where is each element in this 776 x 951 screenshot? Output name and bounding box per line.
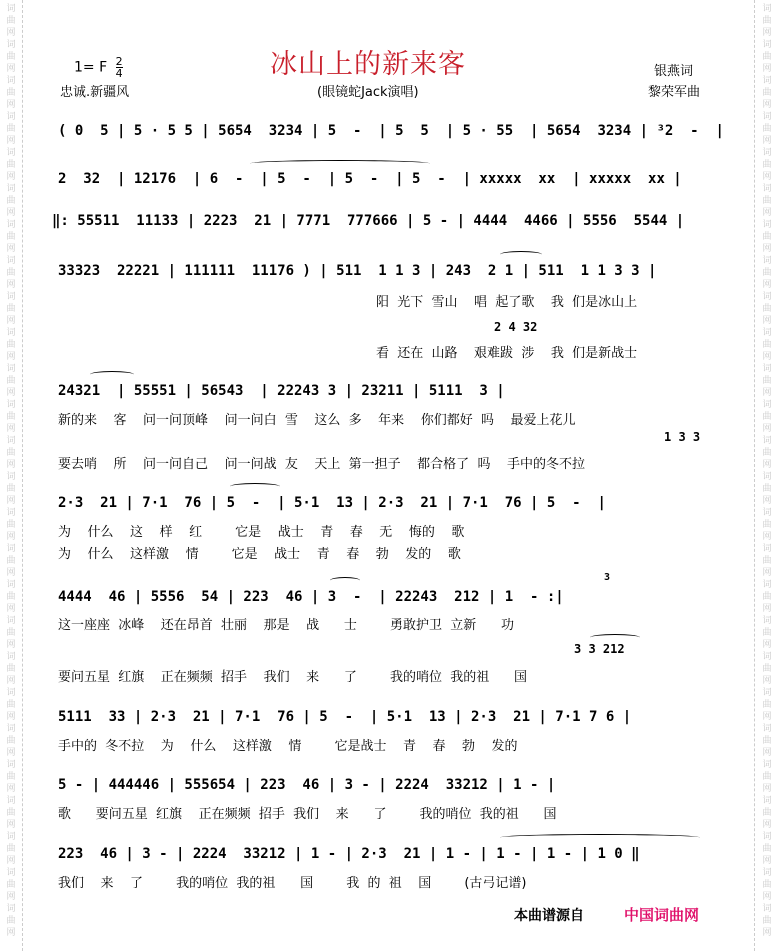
watermark-glyph: 网 — [6, 352, 16, 362]
watermark-glyph: 网 — [762, 460, 772, 470]
watermark-glyph: 曲 — [6, 484, 16, 494]
watermark-glyph: 词 — [6, 580, 16, 590]
singer-credit: (眼镜蛇Jack演唱) — [317, 85, 419, 100]
watermark-glyph: 曲 — [6, 664, 16, 674]
watermark-glyph: 词 — [6, 436, 16, 446]
watermark-glyph: 网 — [6, 568, 16, 578]
watermark-glyph: 词 — [762, 112, 772, 122]
watermark-glyph: 词 — [762, 400, 772, 410]
watermark-glyph: 网 — [762, 568, 772, 578]
watermark-glyph: 曲 — [762, 772, 772, 782]
watermark-glyph: 曲 — [762, 52, 772, 62]
watermark-glyph: 词 — [6, 688, 16, 698]
watermark-glyph: 曲 — [762, 124, 772, 134]
watermark-glyph: 词 — [762, 688, 772, 698]
time-signature — [116, 56, 123, 79]
watermark-glyph: 词 — [762, 220, 772, 230]
page-title: 冰山上的新来客 — [270, 49, 466, 80]
key-label: 1= F — [74, 59, 108, 76]
watermark-glyph: 曲 — [6, 304, 16, 314]
watermark-glyph: 词 — [6, 508, 16, 518]
notation-row: 5 - | 444446 | 555654 | 223 46 | 3 - | 2224 33212 | 1 - | — [58, 777, 556, 793]
watermark-glyph: 网 — [6, 136, 16, 146]
watermark-glyph: 网 — [762, 280, 772, 290]
notation-row: ( 0 5 | 5 · 5 5 | 5654 3234 | 5 - | 5 5 | 5 · 55 | 5654 3234 | ³2 - | — [58, 123, 724, 139]
watermark-glyph: 词 — [6, 544, 16, 554]
watermark-glyph: 曲 — [762, 88, 772, 98]
watermark-glyph: 网 — [762, 28, 772, 38]
annotation-notes: 3 3 212 — [574, 642, 625, 656]
watermark-glyph: 曲 — [6, 808, 16, 818]
watermark-glyph: 词 — [6, 292, 16, 302]
watermark-glyph: 网 — [762, 712, 772, 722]
watermark-glyph: 词 — [762, 724, 772, 734]
watermark-glyph: 曲 — [6, 124, 16, 134]
watermark-glyph: 曲 — [6, 736, 16, 746]
slur — [500, 834, 700, 841]
watermark-glyph: 词 — [6, 220, 16, 230]
watermark-glyph: 网 — [6, 496, 16, 506]
lyric-line: 阳 光下 雪山 唱 起了歌 我 们是冰山上 — [376, 295, 638, 310]
slur — [230, 483, 280, 490]
watermark-glyph: 词 — [6, 256, 16, 266]
lyric-line: 为 什么 这 样 红 它是 战士 青 春 无 悔的 歌 — [58, 525, 465, 540]
watermark-glyph: 词 — [762, 796, 772, 806]
watermark-glyph: 词 — [6, 832, 16, 842]
watermark-glyph: 词 — [762, 868, 772, 878]
notation-row: 2·3 21 | 7·1 76 | 5 - | 5·1 13 | 2·3 21 | 7·1 76 | 5 - | — [58, 495, 606, 511]
watermark-glyph: 网 — [6, 748, 16, 758]
watermark-glyph: 曲 — [6, 916, 16, 926]
watermark-glyph: 网 — [6, 64, 16, 74]
slur — [590, 634, 640, 641]
watermark-glyph: 曲 — [6, 16, 16, 26]
watermark-glyph: 网 — [6, 784, 16, 794]
slur — [90, 371, 134, 378]
watermark-glyph: 曲 — [6, 376, 16, 386]
watermark-glyph: 词 — [762, 4, 772, 14]
watermark-glyph: 曲 — [6, 880, 16, 890]
watermark-glyph: 曲 — [762, 196, 772, 206]
watermark-glyph: 曲 — [762, 484, 772, 494]
watermark-glyph: 曲 — [6, 556, 16, 566]
watermark-glyph: 词 — [762, 148, 772, 158]
notation-row: 5111 33 | 2·3 21 | 7·1 76 | 5 - | 5·1 13 | 2·3 21 | 7·1 7 6 | — [58, 709, 632, 725]
watermark-glyph: 网 — [6, 892, 16, 902]
watermark-glyph: 网 — [6, 280, 16, 290]
notation-row: ‖: 55511 11133 | 2223 21 | 7771 777666 | 5 - | 4444 4466 | 5556 5544 | — [52, 213, 685, 229]
slur — [250, 160, 430, 167]
watermark-glyph: 网 — [762, 64, 772, 74]
watermark-glyph: 词 — [762, 472, 772, 482]
watermark-glyph: 网 — [6, 460, 16, 470]
watermark-glyph: 曲 — [762, 628, 772, 638]
watermark-glyph: 网 — [6, 244, 16, 254]
watermark-glyph: 曲 — [762, 916, 772, 926]
lyricist-credit: 银燕词 — [654, 64, 694, 79]
watermark-glyph: 词 — [6, 472, 16, 482]
watermark-glyph: 曲 — [762, 736, 772, 746]
lyric-line: 手中的 冬不拉 为 什么 这样激 情 它是战士 青 春 勃 发的 — [58, 739, 518, 754]
watermark-glyph: 网 — [762, 604, 772, 614]
watermark-glyph: 网 — [6, 28, 16, 38]
lyric-line: 这一座座 冰峰 还在昂首 壮丽 那是 战 士 勇敢护卫 立新 功 — [58, 618, 515, 633]
watermark-glyph: 网 — [762, 640, 772, 650]
watermark-glyph: 网 — [6, 424, 16, 434]
watermark-glyph: 词 — [762, 256, 772, 266]
watermark-glyph: 词 — [6, 616, 16, 626]
watermark-glyph: 网 — [6, 100, 16, 110]
time-bottom: 4 — [115, 67, 123, 80]
watermark-glyph: 曲 — [6, 772, 16, 782]
watermark-glyph: 词 — [6, 796, 16, 806]
annotation-notes: 2 4 32 — [494, 320, 538, 334]
watermark-glyph: 曲 — [6, 160, 16, 170]
watermark-glyph: 网 — [762, 820, 772, 830]
watermark-glyph: 曲 — [6, 448, 16, 458]
watermark-glyph: 词 — [6, 112, 16, 122]
lyric-line: 我们 来 了 我的哨位 我的祖 国 我 的 祖 国 (古弓记谱) — [58, 876, 527, 891]
watermark-glyph: 曲 — [762, 520, 772, 530]
watermark-glyph: 曲 — [762, 232, 772, 242]
watermark-glyph: 网 — [6, 928, 16, 938]
watermark-glyph: 曲 — [762, 340, 772, 350]
watermark-glyph: 词 — [762, 652, 772, 662]
watermark-glyph: 词 — [6, 364, 16, 374]
watermark-glyph: 网 — [762, 532, 772, 542]
watermark-glyph: 曲 — [6, 52, 16, 62]
watermark-glyph: 网 — [6, 676, 16, 686]
watermark-glyph: 曲 — [762, 880, 772, 890]
watermark-glyph: 网 — [762, 496, 772, 506]
source-label: 本曲谱源自 — [514, 908, 584, 924]
watermark-glyph: 曲 — [762, 592, 772, 602]
watermark-glyph: 曲 — [762, 844, 772, 854]
notation-row: 4444 46 | 5556 54 | 223 46 | 3 - | 22243 212 | 1 - :| — [58, 589, 564, 605]
notation-row: 33323 22221 | 111111 11176 ) | 511 1 1 3 | 243 2 1 | 511 1 1 3 3 | — [58, 263, 657, 279]
lyric-line: 歌 要问五星 红旗 正在频频 招手 我们 来 了 我的哨位 我的祖 国 — [58, 807, 557, 822]
watermark-glyph: 曲 — [6, 628, 16, 638]
watermark-glyph: 词 — [762, 436, 772, 446]
watermark-glyph: 网 — [762, 352, 772, 362]
watermark-glyph: 网 — [6, 316, 16, 326]
slur — [500, 251, 542, 258]
watermark-glyph: 词 — [762, 760, 772, 770]
watermark-glyph: 曲 — [6, 232, 16, 242]
watermark-glyph: 曲 — [762, 556, 772, 566]
lyric-line: 要去哨 所 问一问自己 问一问战 友 天上 第一担子 都合格了 吗 手中的冬不拉 — [58, 457, 585, 472]
watermark-glyph: 网 — [762, 388, 772, 398]
watermark-glyph: 词 — [762, 544, 772, 554]
watermark-glyph: 网 — [6, 388, 16, 398]
watermark-glyph: 网 — [762, 208, 772, 218]
watermark-glyph: 网 — [762, 748, 772, 758]
watermark-glyph: 网 — [6, 532, 16, 542]
watermark-glyph: 词 — [762, 580, 772, 590]
watermark-glyph: 曲 — [6, 700, 16, 710]
watermark-glyph: 曲 — [6, 340, 16, 350]
slur — [330, 577, 360, 584]
watermark-glyph: 词 — [6, 40, 16, 50]
watermark-glyph: 曲 — [762, 700, 772, 710]
composer-credit: 黎荣军曲 — [648, 85, 701, 100]
watermark-glyph: 曲 — [762, 412, 772, 422]
lyric-line: 要问五星 红旗 正在频频 招手 我们 来 了 我的哨位 我的祖 国 — [58, 670, 528, 685]
key-signature — [74, 56, 123, 79]
watermark-glyph: 网 — [762, 316, 772, 326]
watermark-glyph: 网 — [6, 820, 16, 830]
watermark-glyph: 网 — [6, 208, 16, 218]
watermark-glyph: 网 — [6, 640, 16, 650]
style-marking: 忠诚.新疆风 — [60, 85, 130, 100]
lyric-line: 看 还在 山路 艰难跋 涉 我 们是新战士 — [376, 346, 638, 361]
watermark-glyph: 曲 — [6, 88, 16, 98]
watermark-glyph: 词 — [762, 184, 772, 194]
watermark-glyph: 曲 — [6, 520, 16, 530]
watermark-glyph: 词 — [6, 904, 16, 914]
watermark-glyph: 曲 — [762, 268, 772, 278]
watermark-glyph: 网 — [762, 928, 772, 938]
watermark-glyph: 词 — [762, 364, 772, 374]
watermark-glyph: 曲 — [762, 808, 772, 818]
watermark-glyph: 词 — [762, 616, 772, 626]
watermark-glyph: 网 — [6, 856, 16, 866]
score-sheet — [30, 0, 752, 951]
watermark-glyph: 曲 — [6, 268, 16, 278]
time-top: 2 — [115, 55, 123, 68]
watermark-glyph: 词 — [6, 4, 16, 14]
watermark-glyph: 网 — [762, 892, 772, 902]
watermark-glyph: 词 — [6, 868, 16, 878]
watermark-glyph: 网 — [762, 172, 772, 182]
triplet-mark: 3 — [604, 572, 611, 583]
watermark-glyph: 网 — [6, 172, 16, 182]
watermark-glyph: 曲 — [762, 160, 772, 170]
watermark-glyph: 词 — [762, 832, 772, 842]
watermark-glyph: 曲 — [762, 304, 772, 314]
watermark-glyph: 词 — [762, 328, 772, 338]
watermark-glyph: 词 — [6, 760, 16, 770]
notation-row: 2 32 | 12176 | 6 - | 5 - | 5 - | 5 - | xxxxx xx | xxxxx xx | — [58, 171, 682, 187]
watermark-glyph: 词 — [6, 724, 16, 734]
watermark-glyph: 词 — [762, 292, 772, 302]
watermark-glyph: 曲 — [762, 16, 772, 26]
watermark-glyph: 曲 — [762, 664, 772, 674]
watermark-glyph: 词 — [762, 76, 772, 86]
watermark-glyph: 曲 — [762, 376, 772, 386]
watermark-glyph: 词 — [6, 652, 16, 662]
watermark-glyph: 词 — [6, 184, 16, 194]
watermark-glyph: 网 — [762, 856, 772, 866]
watermark-glyph: 曲 — [6, 196, 16, 206]
watermark-glyph: 网 — [762, 784, 772, 794]
watermark-glyph: 词 — [6, 148, 16, 158]
watermark-glyph: 词 — [762, 904, 772, 914]
watermark-glyph: 网 — [762, 136, 772, 146]
watermark-glyph: 词 — [6, 76, 16, 86]
notation-row: 223 46 | 3 - | 2224 33212 | 1 - | 2·3 21 | 1 - | 1 - | 1 - | 1 0 ‖ — [58, 846, 640, 862]
watermark-glyph: 曲 — [6, 412, 16, 422]
notation-row: 24321 | 55551 | 56543 | 22243 3 | 23211 | 5111 3 | — [58, 383, 505, 399]
watermark-glyph: 网 — [762, 424, 772, 434]
watermark-glyph: 曲 — [762, 448, 772, 458]
annotation-notes: 1 3 3 — [664, 430, 701, 444]
lyric-line: 新的来 客 问一问顶峰 问一问白 雪 这么 多 年来 你们都好 吗 最爱上花儿 — [58, 413, 576, 428]
watermark-glyph: 词 — [762, 508, 772, 518]
watermark-glyph: 网 — [762, 100, 772, 110]
site-name[interactable]: 中国词曲网 — [624, 906, 700, 924]
watermark-glyph: 词 — [6, 328, 16, 338]
watermark-glyph: 网 — [762, 676, 772, 686]
watermark-glyph: 词 — [762, 40, 772, 50]
watermark-glyph: 网 — [762, 244, 772, 254]
watermark-glyph: 曲 — [6, 592, 16, 602]
watermark-glyph: 曲 — [6, 844, 16, 854]
watermark-glyph: 网 — [6, 712, 16, 722]
watermark-glyph: 网 — [6, 604, 16, 614]
watermark-glyph: 词 — [6, 400, 16, 410]
lyric-line: 为 什么 这样激 情 它是 战士 青 春 勃 发的 歌 — [58, 547, 461, 562]
